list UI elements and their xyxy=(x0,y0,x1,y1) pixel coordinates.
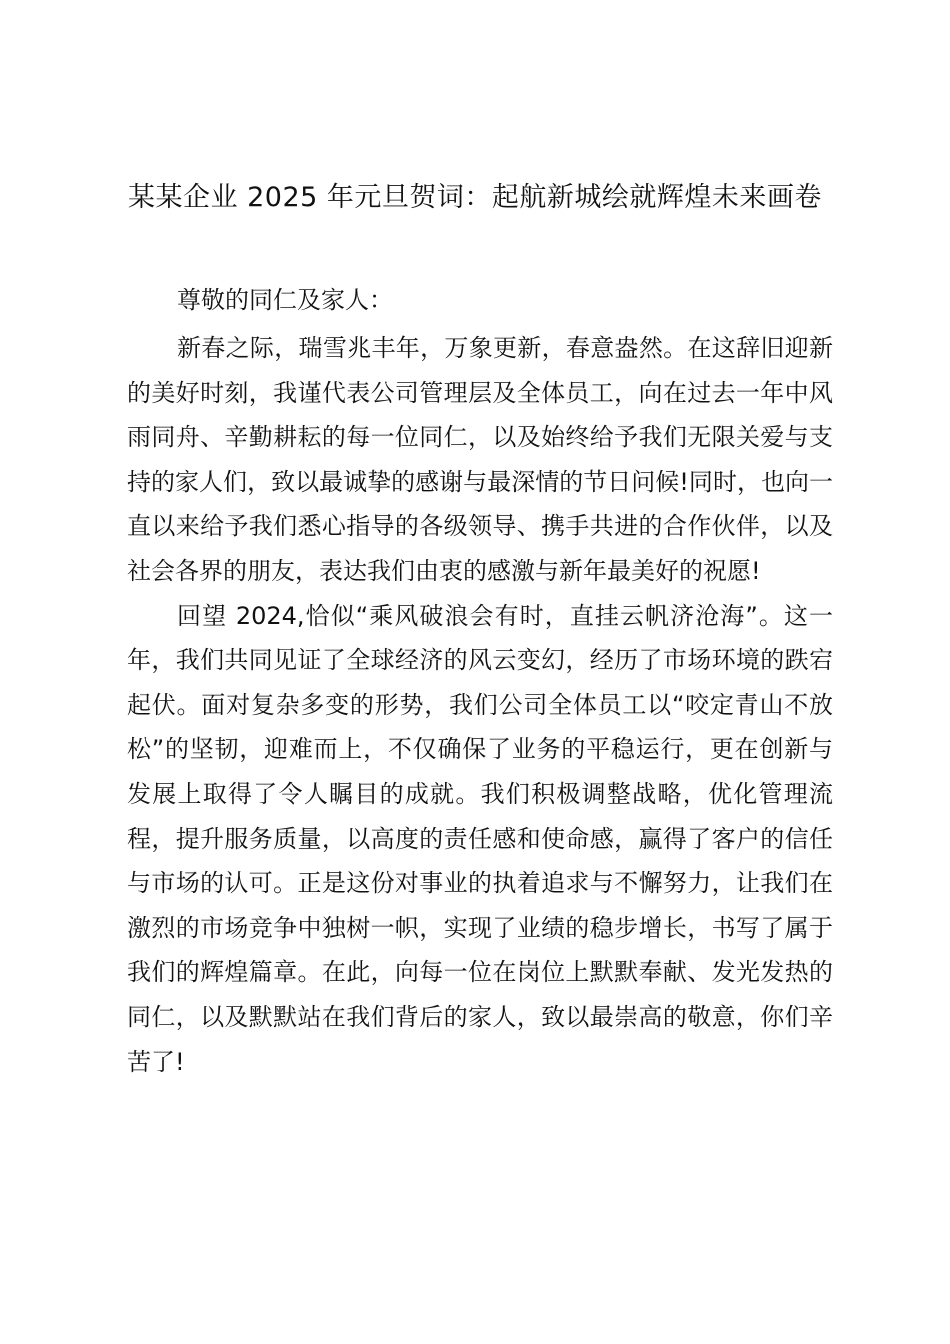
document-body xyxy=(127,280,833,1084)
salutation: 尊敬的同仁及家人： xyxy=(177,286,393,314)
paragraph-2: 回望 2024,恰似“乘风破浪会有时，直挂云帆济沧海”。这一年，我们共同见证了全球经济的风云变幻，经历了市场环境的跌宕起伏。面对复杂多变的形势，我们公司全体员工以“咬定青山不放松”的坚韧，迎难而上，不仅确保了业务的平稳运行，更在创新与发展上取得了令人瞩目的成就。我们积极调整战略，优化管理流程，提升服务质量，以高度的责任感和使命感，赢得了客户的信任与市场的认可。正是这份对事业的执着追求与不懈努力，让我们在激烈的市场竞争中独树一帜，实现了业绩的稳步增长，书写了属于我们的辉煌篇章。在此，向每一位在岗位上默默奉献、发光发热的同仁，以及默默站在我们背后的家人，致以最崇高的敬意，你们辛苦了! xyxy=(127,601,833,1076)
document-title: 某某企业 2025 年元旦贺词：起航新城绘就辉煌未来画卷 xyxy=(128,182,822,213)
paragraph-1: 新春之际，瑞雪兆丰年，万象更新，春意盎然。在这辞旧迎新的美好时刻，我谨代表公司管理层及全体员工，向在过去一年中风雨同舟、辛勤耕耘的每一位同仁，以及始终给予我们无限关爱与支持的家人们，致以最诚挚的感谢与最深情的节日问候!同时，也向一直以来给予我们悉心指导的各级领导、携手共进的合作伙伴，以及社会各界的朋友，表达我们由衷的感激与新年最美好的祝愿! xyxy=(127,334,833,585)
